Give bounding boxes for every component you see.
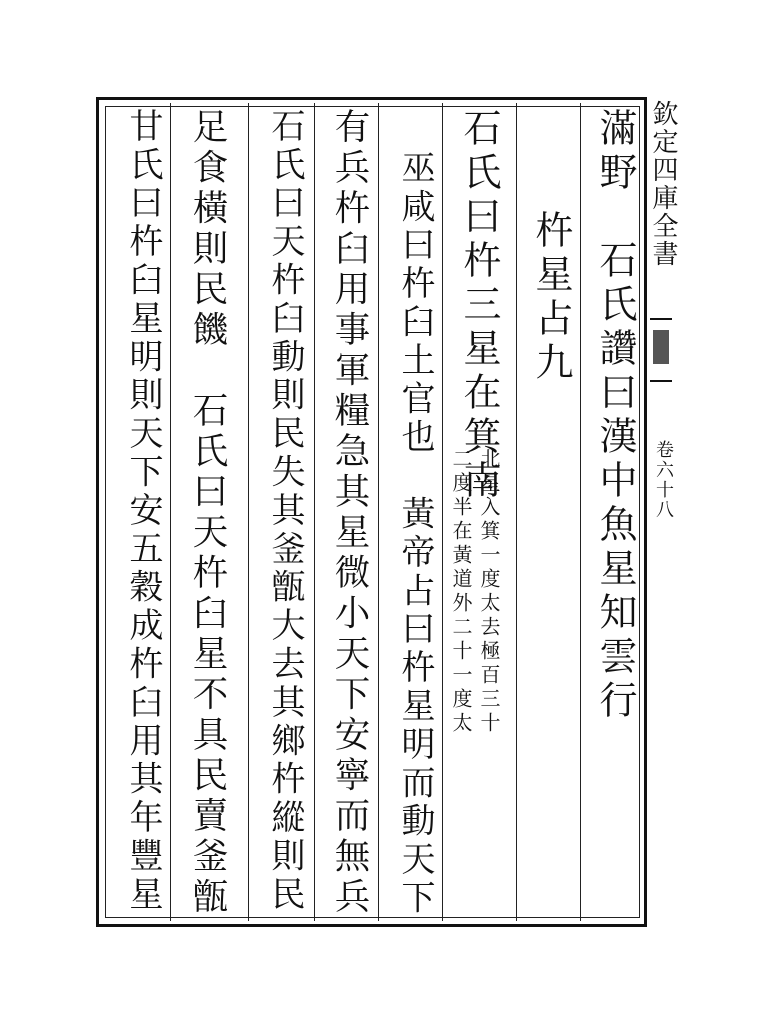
margin-volume: 卷六十八 (653, 440, 674, 520)
text-column-5: 有兵杵臼用事軍糧急其星微小天下安寧而無兵 (329, 108, 370, 918)
text-column-2: 杵星占九 (529, 210, 573, 386)
column-rule (442, 103, 443, 921)
text-column-7: 足食橫則民饑 石氏曰天杵臼星不具民賣釜甑 (187, 108, 228, 918)
text-column-4: 巫咸曰杵臼土官也 黃帝占曰杵星明而動天下 (395, 150, 435, 918)
fishtail-mark (650, 318, 672, 382)
column-rule (170, 103, 171, 921)
column-rule (516, 103, 517, 921)
text-column-1: 滿野 石氏讚曰漢中魚星知雲行 (593, 108, 637, 724)
column-rule (580, 103, 581, 921)
annotation-right: 北星入箕一度太去極百三十 (477, 448, 501, 736)
text-column-6: 石氏曰天杵臼動則民失其釜甑大去其鄉杵縱則民 (265, 108, 305, 915)
column-rule (314, 103, 315, 921)
margin-book-title: 欽定四庫全書 (648, 100, 678, 268)
column-rule (378, 103, 379, 921)
annotation-left: 二度半在黃道外二十一度太 (449, 448, 473, 736)
column-rule (248, 103, 249, 921)
text-column-8: 甘氏曰杵臼星明則天下安五穀成杵臼用其年豐星 (123, 108, 163, 915)
text-column-3: 石氏曰杵三星在箕南 (457, 108, 501, 504)
